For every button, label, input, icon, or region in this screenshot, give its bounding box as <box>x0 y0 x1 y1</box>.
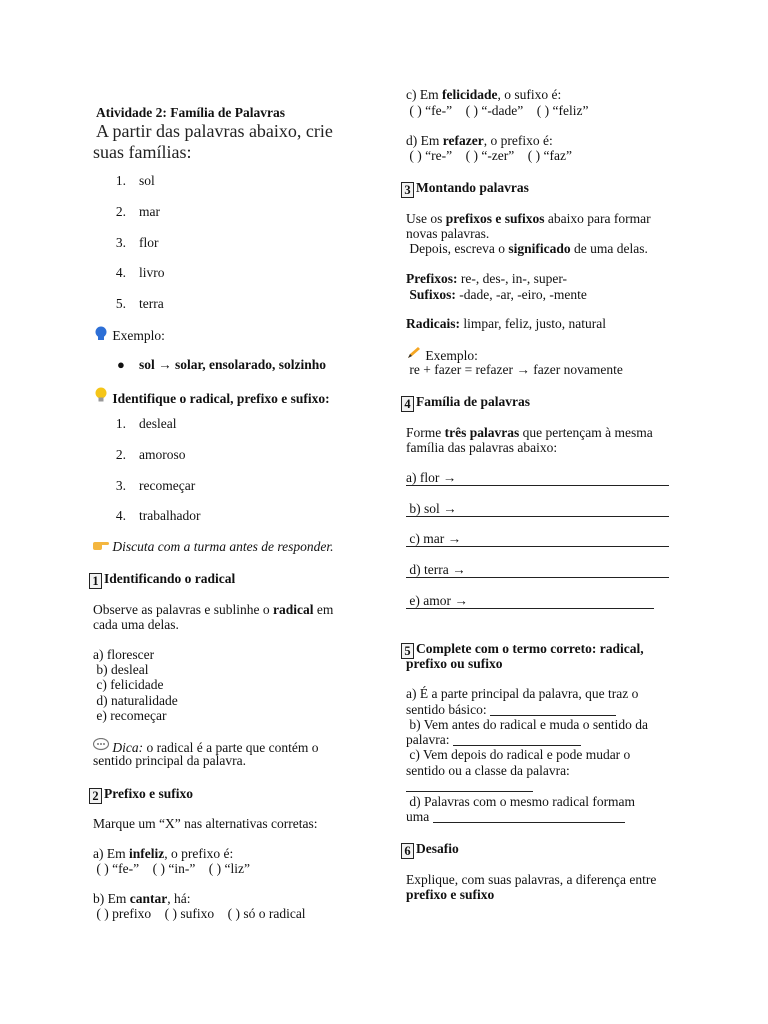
s1-paragraph-line-2: cada uma delas. <box>93 617 179 632</box>
s2-question-a <box>93 846 233 862</box>
section-4-heading <box>401 394 530 412</box>
text: abaixo para formar <box>544 211 651 226</box>
prefixos-label: Prefixos: <box>406 271 458 286</box>
number-badge: 5 <box>401 643 414 659</box>
s5-c-line-2: sentido ou a classe da palavra: <box>406 763 570 778</box>
list-item: e) recomeçar <box>93 708 167 723</box>
section-1-title: Identificando o radical <box>104 571 236 586</box>
text: , o prefixo é: <box>164 846 234 861</box>
list-item: desleal <box>139 416 177 431</box>
options-d[interactable]: ( ) “re-” ( ) “-zer” ( ) “faz” <box>406 148 572 163</box>
exemplo-text: re + fazer = refazer → fazer novamente <box>406 362 623 377</box>
list-number: 3. <box>115 235 126 250</box>
dica-label: Dica: <box>112 740 144 755</box>
s5-c-line-3 <box>406 778 533 794</box>
answer-line[interactable] <box>406 482 669 486</box>
list-item: terra <box>139 296 164 311</box>
section-3-heading <box>401 180 529 198</box>
bold-text: infeliz <box>129 846 165 861</box>
radicais-label: Radicais: <box>406 316 460 331</box>
section-6-title: Desafio <box>416 841 459 856</box>
text: sentido básico: <box>406 702 490 717</box>
section-5-title: Complete com o termo correto: radical, <box>416 641 644 656</box>
list-number: 4. <box>115 508 126 523</box>
text: c) Em <box>406 87 442 102</box>
sufixos-line <box>406 287 587 303</box>
exemplo-item: sol → solar, ensolarado, solzinho <box>139 357 327 372</box>
question-d <box>406 133 553 149</box>
section-6-heading <box>401 841 459 859</box>
s2-options-a[interactable]: ( ) “fe-” ( ) “in-” ( ) “liz” <box>93 861 251 876</box>
bold-text: prefixos e sufixos <box>445 211 545 226</box>
list-item: d) naturalidade <box>93 693 178 708</box>
list-item: a) flor → <box>406 470 457 485</box>
answer-line[interactable] <box>406 574 669 578</box>
text: , há: <box>167 891 191 906</box>
s1-paragraph-line-1 <box>93 602 333 618</box>
s2-options-b[interactable]: ( ) prefixo ( ) sufixo ( ) só o radical <box>93 906 306 921</box>
list-item: livro <box>139 265 165 280</box>
list-item: recomeçar <box>139 478 196 493</box>
list-item: d) terra → <box>406 562 466 577</box>
section-2-title: Prefixo e sufixo <box>104 786 193 801</box>
answer-line[interactable] <box>406 543 669 547</box>
text: que pertençam à mesma <box>519 425 653 440</box>
radicais-list: limpar, feliz, justo, natural <box>460 316 607 331</box>
number-badge: 2 <box>89 788 102 804</box>
text: , o prefixo é: <box>483 133 553 148</box>
list-item: sol <box>139 173 155 188</box>
exemplo-label: Exemplo: <box>112 328 165 343</box>
list-item: e) amor → <box>406 593 468 608</box>
sufixos-list: -dade, -ar, -eiro, -mente <box>455 287 587 302</box>
list-item: b) sol → <box>406 501 457 516</box>
list-number: 4. <box>115 265 126 280</box>
list-item: amoroso <box>139 447 186 462</box>
text: Forme <box>406 425 445 440</box>
text: em <box>313 602 334 617</box>
bold-text: felicidade <box>442 87 498 102</box>
s6-line-1: Explique, com suas palavras, a diferença entre <box>406 872 657 887</box>
light-bulb-icon <box>93 387 109 407</box>
number-badge: 4 <box>401 396 414 412</box>
activity-title: Atividade 2: Família de Palavras <box>96 105 285 120</box>
section-4-title: Família de palavras <box>416 394 530 409</box>
s4-line-2: família das palavras abaixo: <box>406 440 558 455</box>
list-item: c) felicidade <box>93 677 164 692</box>
list-number: 2. <box>115 204 126 219</box>
s5-b-line-1: b) Vem antes do radical e muda o sentido da <box>406 717 648 732</box>
radicais-line <box>406 316 606 332</box>
text: uma <box>406 809 433 824</box>
identify-heading <box>93 387 330 407</box>
dica-text: o radical é a parte que contém o <box>143 740 319 755</box>
pointing-hand-icon <box>93 539 109 555</box>
exemplo-line-right <box>406 346 478 364</box>
list-item: a) florescer <box>93 647 155 662</box>
intro-line-2: suas famílias: <box>93 142 192 162</box>
prefixos-line <box>406 271 567 287</box>
text: b) Em <box>93 891 130 906</box>
identify-title: Identifique o radical, prefixo e sufixo: <box>112 391 330 406</box>
number-badge: 3 <box>401 182 414 198</box>
list-number: 1. <box>115 416 126 431</box>
list-item: flor <box>139 235 159 250</box>
answer-blank[interactable] <box>406 779 533 792</box>
s3-line-3 <box>406 241 648 257</box>
s2-instruction: Marque um “X” nas alternativas corretas: <box>93 816 318 831</box>
s5-c-line-1: c) Vem depois do radical e pode mudar o <box>406 747 631 762</box>
list-item: trabalhador <box>139 508 201 523</box>
bold-text: radical <box>272 602 314 617</box>
discuss-line <box>93 539 333 555</box>
section-2-heading <box>89 786 193 804</box>
s5-b-line-2 <box>406 732 581 748</box>
number-badge: 6 <box>401 843 414 859</box>
s3-line-2: novas palavras. <box>406 226 490 241</box>
answer-line[interactable] <box>406 605 654 609</box>
s5-a-line-2 <box>406 702 616 718</box>
bold-text: três palavras <box>444 425 520 440</box>
bullet: ● <box>117 357 125 372</box>
s5-d-line-2 <box>406 809 625 825</box>
bold-text: cantar <box>129 891 168 906</box>
text: a) Em <box>93 846 129 861</box>
answer-blank[interactable] <box>453 733 581 746</box>
section-1-heading <box>89 571 235 589</box>
list-number: 3. <box>115 478 126 493</box>
answer-blank[interactable] <box>433 810 625 823</box>
s6-line-2: prefixo e sufixo <box>406 887 495 902</box>
exemplo-label: Exemplo: <box>425 348 478 363</box>
s5-a-line-1: a) É a parte principal da palavra, que traz o <box>406 686 639 701</box>
intro-line-1: A partir das palavras abaixo, crie <box>96 121 333 141</box>
text: Use os <box>406 211 446 226</box>
answer-line[interactable] <box>406 513 669 517</box>
sufixos-label: Sufixos: <box>406 287 456 302</box>
s3-line-1 <box>406 211 651 227</box>
text: Depois, escreva o <box>406 241 509 256</box>
text: , o sufixo é: <box>497 87 562 102</box>
text: d) Em <box>406 133 443 148</box>
exemplo-line <box>93 326 165 344</box>
list-number: 2. <box>115 447 126 462</box>
bold-text: refazer <box>442 133 484 148</box>
prefixos-list: re-, des-, in-, super- <box>457 271 568 286</box>
dica-line-2: sentido principal da palavra. <box>93 753 246 768</box>
bold-text: significado <box>508 241 571 256</box>
section-5-title-line-2: prefixo ou sufixo <box>406 656 503 671</box>
number-badge: 1 <box>89 573 102 589</box>
pencil-icon <box>406 346 422 364</box>
question-c <box>406 87 561 103</box>
text: Observe as palavras e sublinhe o <box>93 602 273 617</box>
list-item: b) desleal <box>93 662 149 677</box>
discuss-text: Discuta com a turma antes de responder. <box>112 539 334 554</box>
options-c[interactable]: ( ) “fe-” ( ) “-dade” ( ) “feliz” <box>406 103 589 118</box>
list-number: 1. <box>115 173 126 188</box>
list-item: mar <box>139 204 160 219</box>
list-number: 5. <box>115 296 126 311</box>
answer-blank[interactable] <box>490 703 616 716</box>
s2-question-b <box>93 891 191 907</box>
speaking-head-icon <box>93 326 109 344</box>
s5-d-line-1: d) Palavras com o mesmo radical formam <box>406 794 636 809</box>
list-item: c) mar → <box>406 531 462 546</box>
text: de uma delas. <box>570 241 648 256</box>
s4-line-1 <box>406 425 653 441</box>
section-3-title: Montando palavras <box>416 180 529 195</box>
text: palavra: <box>406 732 453 747</box>
